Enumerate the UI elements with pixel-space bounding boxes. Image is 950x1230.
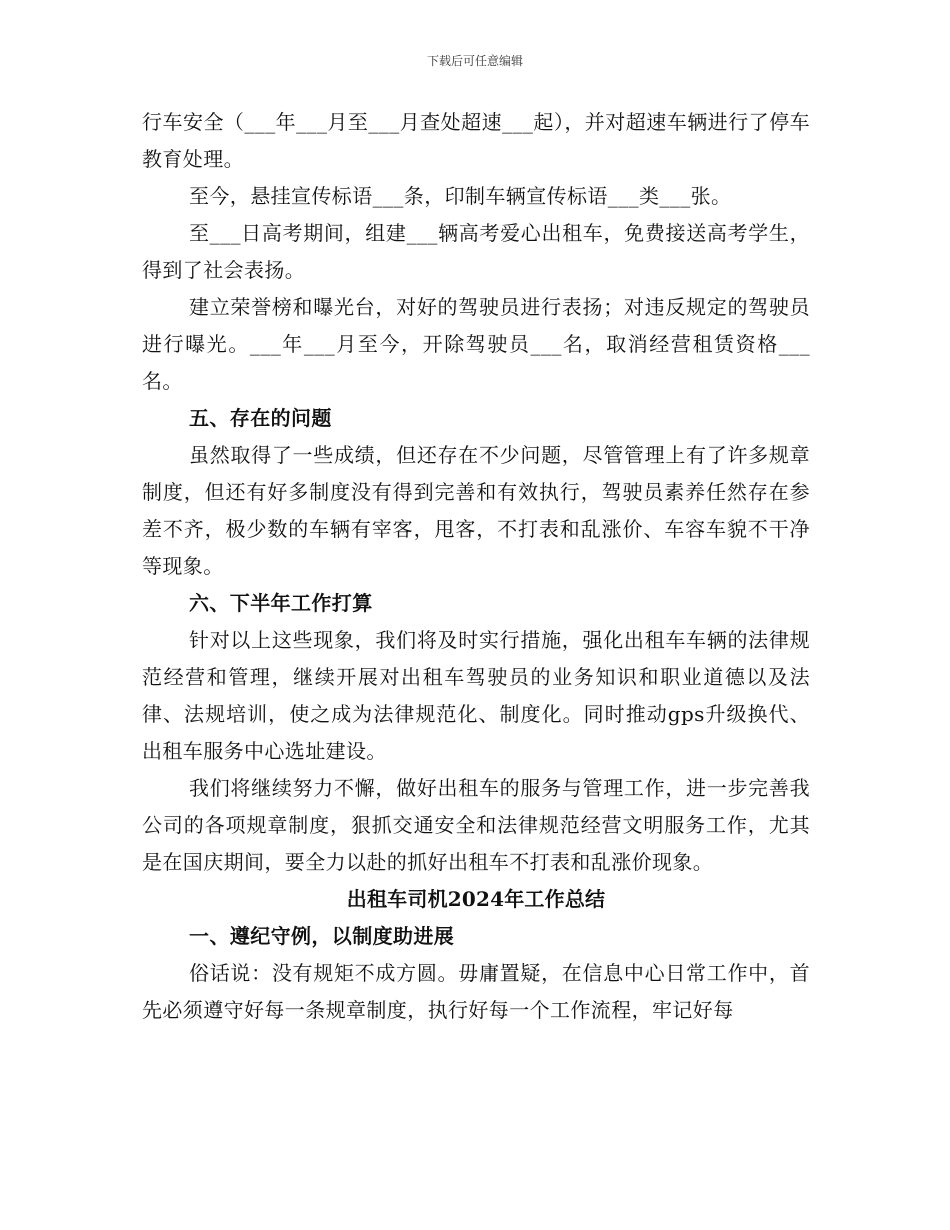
paragraph: 针对以上这些现象，我们将及时实行措施，强化出租车车辆的法律规范经营和管理，继续开展对出租车驾驶员的业务知识和职业道德以及法律、法规培训，使之成为法律规范化、制度化。同时推动gps升级换代、出租车服务中心选址建设。 [142,628,810,763]
paragraph: 俗话说：没有规矩不成方圆。毋庸置疑，在信息中心日常工作中，首先必须遵守好每一条规章制度，执行好每一个工作流程，牢记好每 [142,961,810,1022]
paragraph: 建立荣誉榜和曝光台，对好的驾驶员进行表扬；对违反规定的驾驶员进行曝光。___年___月至今，开除驾驶员___名，取消经营租赁资格___名。 [142,295,810,393]
section-heading: 六、下半年工作打算 [189,591,373,615]
paragraph: 至今，悬挂宣传标语___条，印制车辆宣传标语___类___张。 [189,184,732,208]
section-heading: 五、存在的问题 [189,406,332,430]
page-header: 下载后可任意编辑 [426,54,523,68]
paragraph: 至___日高考期间，组建___辆高考爱心出租车，免费接送高考学生，得到了社会表扬。 [142,221,810,282]
paragraph: 虽然取得了一些成绩，但还存在不少问题，尽管管理上有了许多规章制度，但还有好多制度没有得到完善和有效执行，驾驶员素养任然存在参差不齐，极少数的车辆有宰客，甩客，不打表和乱涨价、车容车貌不干净等现象。 [142,443,810,578]
section-heading: 一、遵纪守例，以制度助进展 [189,924,455,948]
paragraph: 行车安全（___年___月至___月查处超速___起），并对超速车辆进行了停车教育处理。 [142,110,810,171]
document-title: 出租车司机2024年工作总结 [346,887,606,911]
document-body [142,104,810,1029]
paragraph: 我们将继续努力不懈，做好出租车的服务与管理工作，进一步完善我公司的各项规章制度，狠抓交通安全和法律规范经营文明服务工作，尤其是在国庆期间，要全力以赴的抓好出租车不打表和乱涨价现象。 [142,776,810,874]
